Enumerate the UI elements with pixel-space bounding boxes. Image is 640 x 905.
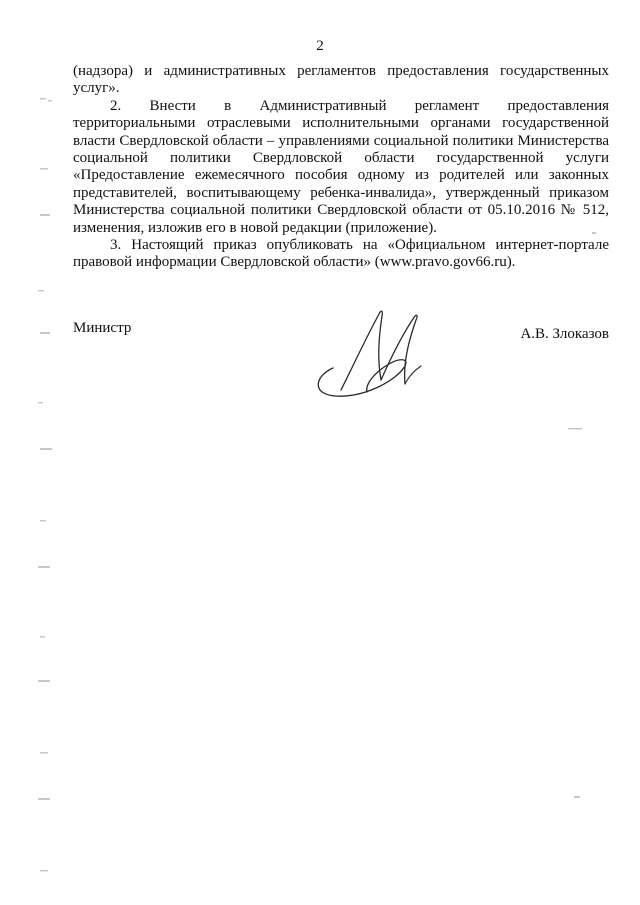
- paragraph-item-3: 3. Настоящий приказ опубликовать на «Официальном интернет-портале правовой информации Свердловской области» (www.pravo.gov66.ru).: [73, 237, 609, 271]
- paragraph-item-2: 2. Внести в Административный регламент предоставления территориальными отраслевыми исполнительными органами государственной власти Свердловской области – управлениями социальной политики Министерства социальной политики Свердловской области государственной услуги «Предоставление ежемесячного пособия одному из родителей или законных представителей, воспитывающему ребенка-инвалида», утвержденный приказом Министерства социальной политики Свердловской области от 05.10.2016 № 512, изменения, изложив его в новой редакции (приложение).: [73, 97, 609, 236]
- paragraph-continuation: (надзора) и административных регламентов предоставления государственных услуг».: [73, 63, 609, 97]
- signer-name: А.В. Злоказов: [520, 326, 609, 342]
- signer-position: Министр: [73, 320, 132, 336]
- page-number: 2: [316, 38, 324, 54]
- handwritten-signature: [305, 306, 435, 402]
- signature-block: [73, 320, 609, 410]
- document-body: [73, 63, 609, 272]
